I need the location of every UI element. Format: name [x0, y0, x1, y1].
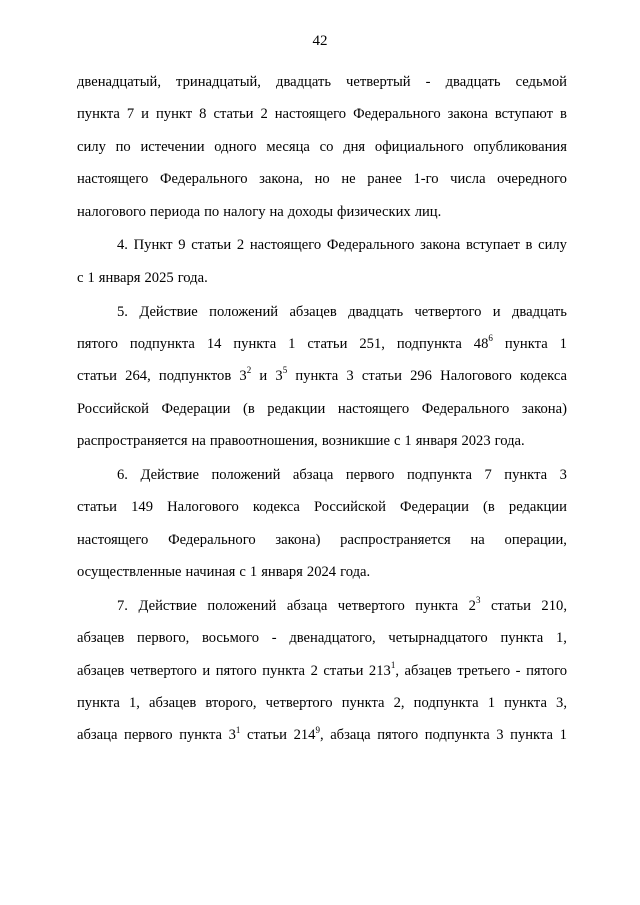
word: абзаца: [77, 727, 118, 744]
word: абзаца: [292, 466, 334, 483]
word: 264,: [125, 368, 151, 385]
word: числа: [450, 171, 486, 188]
paragraph-p-cont: [77, 66, 567, 228]
word: статьи: [490, 597, 531, 614]
word: пункта: [295, 368, 339, 385]
word: (в: [483, 499, 495, 516]
word: истечении: [140, 138, 205, 155]
word: настоящего: [249, 237, 322, 254]
word: абзацев: [404, 662, 452, 679]
word: первого: [124, 727, 173, 744]
word: статьи: [213, 106, 254, 123]
word: 2024: [306, 564, 337, 581]
word: 251,: [359, 335, 385, 352]
word: Федерации: [161, 400, 231, 417]
word: на: [470, 531, 485, 548]
word: четырнадцатого: [388, 630, 488, 647]
word: четвертого: [265, 694, 333, 711]
word: двенадцатый,: [77, 74, 161, 90]
text-line: [77, 590, 567, 622]
word: $214^9$,: [293, 724, 324, 744]
superscript: 5: [282, 365, 288, 376]
word: $3^5$: [275, 365, 288, 385]
word: подпункта: [129, 335, 195, 352]
word: статьи: [77, 499, 117, 516]
word: 3: [346, 368, 354, 385]
word: Федерации: [400, 499, 469, 516]
text-line: [77, 229, 567, 261]
text-line: [77, 196, 567, 228]
word: 1: [559, 727, 567, 744]
word: 2,: [393, 694, 405, 711]
word: периода: [149, 203, 201, 220]
word: положений: [209, 303, 279, 320]
word: статьи: [247, 727, 287, 744]
word: 2: [310, 662, 318, 679]
word: осуществленные: [77, 564, 182, 581]
text-line: [77, 655, 567, 687]
word: пункта: [510, 727, 553, 744]
word: Налогового: [440, 368, 512, 385]
word: месяца: [266, 138, 310, 155]
superscript: 3: [475, 594, 481, 605]
word: года.: [340, 564, 371, 581]
word: статьи: [307, 335, 348, 352]
word: подпункта: [406, 466, 472, 483]
word: 1: [288, 335, 296, 352]
word: года.: [494, 433, 525, 450]
word: статьи: [191, 237, 232, 254]
text-line: [77, 163, 567, 195]
word: закона): [521, 400, 567, 417]
text-line: [77, 131, 567, 163]
word: 14: [206, 335, 222, 352]
word: правоотношения,: [209, 433, 318, 450]
word: подпунктов: [158, 368, 232, 385]
word: тринадцатый,: [176, 74, 261, 90]
word: Федерального: [326, 237, 415, 254]
word: но: [314, 171, 330, 188]
word: и: [492, 303, 501, 320]
word: 296: [410, 368, 432, 385]
word: лиц.: [414, 203, 442, 220]
word: Пункт: [133, 237, 173, 254]
word: пункта: [77, 106, 120, 123]
word: 3: [559, 466, 567, 483]
word: 2: [236, 237, 245, 254]
word: пункта: [179, 727, 223, 744]
paragraph-p-6: [77, 459, 567, 589]
text-line: [77, 296, 567, 328]
word: подпункта: [424, 727, 490, 744]
word: доходы: [287, 203, 334, 220]
word: с: [239, 564, 246, 581]
word: 7.: [117, 597, 128, 614]
word: закона: [420, 237, 461, 254]
superscript: 2: [246, 365, 252, 376]
word: первого,: [137, 630, 190, 647]
word: пункта: [504, 335, 548, 352]
word: абзацев: [77, 662, 125, 679]
word: вступает: [465, 237, 520, 254]
word: 2025: [144, 269, 174, 286]
word: налогового: [77, 203, 146, 220]
word: распространяется: [77, 433, 188, 450]
word: пункта: [504, 694, 547, 711]
word: января: [415, 433, 458, 450]
word: Федерального: [353, 106, 441, 123]
word: подпункта: [413, 694, 479, 711]
superscript: 1: [390, 659, 396, 670]
word: 1: [249, 564, 258, 581]
word: 9: [178, 237, 186, 254]
word: абзацев: [148, 694, 197, 711]
word: двадцать: [511, 303, 567, 320]
word: 5.: [117, 303, 128, 320]
text-line: [77, 491, 567, 523]
word: редакции: [508, 499, 567, 516]
word: настоящего: [77, 531, 149, 548]
word: очередного: [497, 171, 567, 188]
word: третьего: [457, 662, 511, 679]
word: дня: [343, 138, 366, 155]
word: 1: [559, 335, 567, 352]
word: года.: [177, 269, 208, 286]
text-line: [77, 719, 567, 751]
word: четвертый: [346, 74, 411, 90]
word: силу: [538, 237, 567, 254]
word: двенадцатого,: [289, 630, 376, 647]
word: со: [319, 138, 334, 155]
word: Действие: [139, 303, 198, 320]
word: подпункта: [396, 335, 462, 352]
word: 3,: [556, 694, 567, 711]
word: вступают: [494, 106, 553, 123]
text-line: [77, 66, 567, 98]
word: в: [560, 106, 567, 123]
word: пятого: [526, 662, 567, 679]
word: пункта: [341, 694, 385, 711]
text-line: [77, 459, 567, 491]
superscript: 9: [315, 724, 320, 735]
word: на: [191, 433, 206, 450]
word: настоящего: [77, 171, 149, 188]
word: официального: [374, 138, 464, 155]
word: $2^3$: [468, 594, 481, 614]
word: Налогового: [167, 499, 239, 516]
word: 2: [260, 106, 268, 123]
word: закона,: [259, 171, 303, 188]
word: статьи: [361, 368, 402, 385]
text-line: [77, 524, 567, 556]
word: физических: [337, 203, 411, 220]
word: -: [425, 74, 431, 90]
word: седьмой: [515, 74, 567, 90]
word: января: [98, 269, 141, 286]
word: восьмого: [201, 630, 260, 647]
word: и: [202, 662, 211, 679]
text-line: [77, 360, 567, 392]
word: распространяется: [340, 531, 451, 548]
word: налогу: [223, 203, 266, 220]
word: 149: [131, 499, 153, 516]
word: 4.: [117, 237, 128, 254]
paragraph-p-4: [77, 229, 567, 294]
word: кодекса: [252, 499, 300, 516]
word: Федерального: [168, 531, 256, 548]
word: четвертого: [129, 662, 197, 679]
word: статьи: [77, 368, 117, 385]
word: 1,: [128, 694, 140, 711]
word: 210,: [541, 597, 567, 614]
word: пункта: [77, 694, 120, 711]
word: закона: [447, 106, 488, 123]
word: 1,: [556, 630, 567, 647]
word: $48^6$: [473, 333, 493, 352]
text-line: [77, 425, 567, 457]
text-line: [77, 622, 567, 654]
word: -: [271, 630, 277, 647]
word: 6.: [117, 466, 128, 483]
word: пункта: [415, 597, 459, 614]
word: не: [341, 171, 356, 188]
word: Российской: [77, 400, 149, 417]
word: статьи: [323, 662, 364, 679]
word: 7: [126, 106, 135, 123]
word: одного: [214, 138, 257, 155]
word: 1: [487, 694, 495, 711]
page-number: 42: [312, 33, 328, 49]
word: января: [261, 564, 303, 581]
text-line: [77, 328, 567, 360]
document-body: [77, 66, 567, 753]
word: -: [515, 662, 521, 679]
word: 3: [496, 727, 504, 744]
word: операции,: [504, 531, 567, 548]
word: Действие: [138, 597, 197, 614]
word: пункта: [500, 630, 544, 647]
word: с: [77, 269, 84, 286]
word: четвертого: [337, 597, 405, 614]
paragraph-gap: [77, 752, 567, 753]
word: настоящего: [337, 400, 410, 417]
word: редакции: [267, 400, 326, 417]
word: второго,: [205, 694, 257, 711]
word: 2023: [461, 433, 491, 450]
word: (в: [242, 400, 255, 417]
word: 1-го: [413, 171, 439, 188]
word: с: [393, 433, 401, 450]
word: $3^1$: [228, 724, 241, 744]
word: четвертого: [414, 303, 482, 320]
paragraph-p-5: [77, 296, 567, 458]
word: абзацев: [289, 303, 337, 320]
word: в: [525, 237, 533, 254]
word: пятого: [77, 335, 118, 352]
word: 8: [199, 106, 207, 123]
word: положений: [211, 466, 281, 483]
superscript: 6: [488, 333, 493, 344]
text-line: [77, 393, 567, 425]
word: ранее: [367, 171, 402, 188]
word: на: [269, 203, 284, 220]
word: абзацев: [77, 630, 125, 647]
word: первого: [345, 466, 395, 483]
word: силу: [77, 138, 106, 155]
paragraph-p-7: [77, 590, 567, 752]
word: двадцать: [348, 303, 404, 320]
word: абзаца: [330, 727, 371, 744]
word: Российской: [313, 499, 386, 516]
word: пятого: [377, 727, 419, 744]
word: и: [141, 106, 149, 123]
word: закона): [275, 531, 321, 548]
word: настоящего: [274, 106, 347, 123]
word: пункта: [504, 466, 548, 483]
text-line: [77, 98, 567, 130]
word: пункта: [233, 335, 277, 352]
word: $3^2$: [239, 365, 252, 385]
word: пятого: [215, 662, 257, 679]
word: $213^1$,: [368, 659, 399, 679]
word: абзаца: [286, 597, 328, 614]
word: 1: [87, 269, 95, 286]
text-line: [77, 687, 567, 719]
word: начиная: [185, 564, 236, 581]
word: возникшие: [321, 433, 390, 450]
word: и: [259, 368, 268, 385]
text-line: [77, 262, 567, 294]
word: Действие: [140, 466, 199, 483]
word: опубликования: [473, 138, 567, 155]
word: 1: [404, 433, 412, 450]
word: Федерального: [421, 400, 510, 417]
word: 7: [484, 466, 492, 483]
text-line: [77, 556, 567, 588]
superscript: 1: [235, 724, 241, 735]
word: по: [115, 138, 131, 155]
word: Федерального: [159, 171, 248, 188]
word: положений: [207, 597, 277, 614]
word: по: [204, 203, 220, 220]
word: двадцать: [445, 74, 501, 90]
word: кодекса: [520, 368, 567, 385]
word: пункт: [155, 106, 193, 123]
word: двадцать: [276, 74, 331, 90]
word: пункта: [262, 662, 306, 679]
